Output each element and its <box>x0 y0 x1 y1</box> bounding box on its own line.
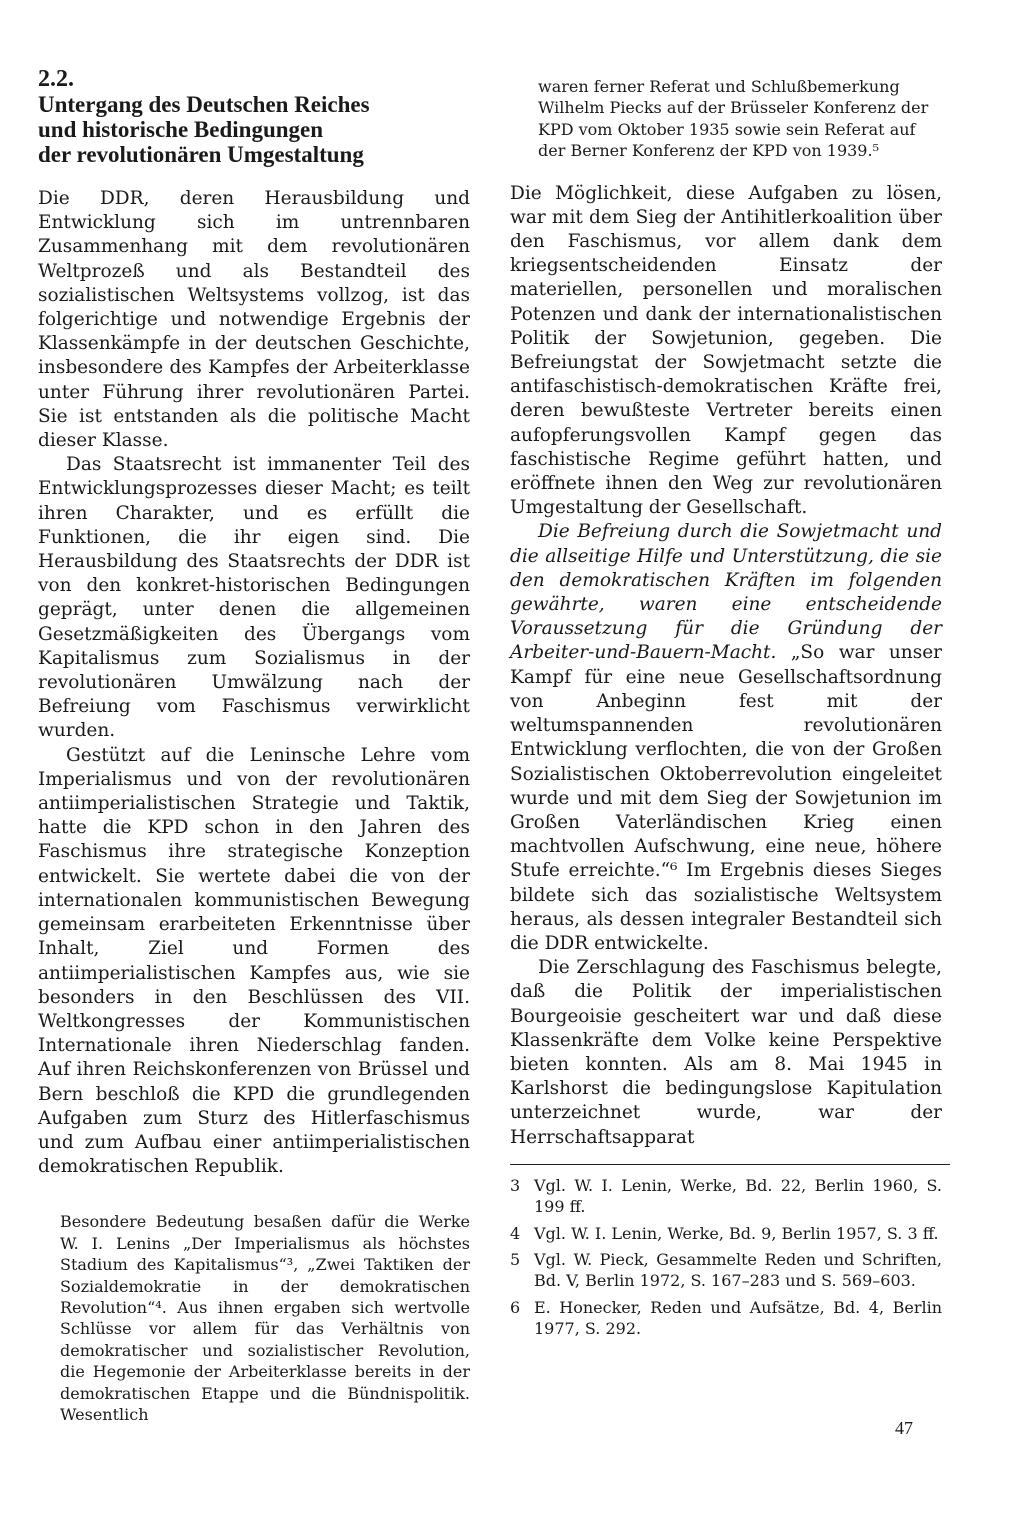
body-paragraph: Die Zerschlagung des Faschismus belegte, daß die Politik der imperialistischen Bourgeoisie gescheitert war und daß diese Klassenkräfte dem Volke keine Perspektive bieten konnten. Als am 8. Mai 1945 in Karlshorst die bedingungslose Kapitulation unterzeichnet wurde, war der Herrschaftsapparat <box>510 957 942 1148</box>
footnote-text: Vgl. W. I. Lenin, Werke, Bd. 9, Berlin 1957, S. 3 ff. <box>534 1223 939 1243</box>
body-paragraph: Gestützt auf die Leninsche Lehre vom Imperialismus und von der revolutionären antiimperialistischen Strategie und Taktik, hatte die KPD schon in den Jahren des Faschismus ihre strategische Konzeption entwickelt. Sie wertete dabei die von der internationalen kommunistischen Bewegung gemeinsam erarbeiteten Erkenntnisse über Inhalt, Ziel und Formen des antiimperialistischen Kampfes aus, wie sie besonders in den Beschlüssen des VII. Weltkongresses der Kommunistischen Internationale ihren Niederschlag fanden. Auf ihren Reichskonferenzen von Brüssel und Bern beschloß die KPD die grundlegenden Aufgaben zum Sturz des Hitlerfaschismus und zum Aufbau einer antiimperialistischen demokratischen Republik. <box>38 744 470 1178</box>
footnote-number: 6 <box>510 1297 521 1317</box>
body-paragraph: Das Staatsrecht ist immanenter Teil des Entwicklungsprozesses dieser Macht; es teilt ihren Charakter, und es erfüllt die Funktionen, die ihr eigen sind. Die Herausbildung des Staatsrechts der DDR ist von den konkret-historischen Bedingungen geprägt, unter denen die allgemeinen Gesetzmäßigkeiten des Übergangs vom Kapitalismus zum Sozialismus in der revolutionären Umwälzung nach der Befreiung vom Faschismus verwirklicht wurden. <box>38 454 470 742</box>
footnote-number: 4 <box>510 1223 521 1243</box>
left-column <box>38 66 470 1425</box>
body-paragraph <box>510 520 942 956</box>
footnote <box>510 1249 942 1292</box>
footnote-number: 3 <box>510 1175 521 1195</box>
section-title-line: der revolutionären Umgestaltung <box>38 142 364 167</box>
spacer <box>510 162 942 182</box>
body-paragraph: Die Möglichkeit, diese Aufgaben zu lösen, war mit dem Sieg der Antihitlerkoalition über den Faschismus, vor allem dank dem kriegsentscheidenden Einsatz der materiellen, personellen und moralischen Potenzen und dank der internationalistischen Politik der Sowjetunion, gegeben. Die Befreiungstat der Sowjetmacht setzte die antifaschistisch-demokratischen Kräfte frei, deren bewußteste Vertreter bereits einen aufopferungsvollen Kampf gegen das faschistische Regime geführt hatten, und eröffnete ihnen den Weg zur revolutionären Umgestaltung der Gesellschaft. <box>510 182 942 519</box>
footnote-text: Vgl. W. I. Lenin, Werke, Bd. 22, Berlin 1960, S. 199 ff. <box>534 1175 942 1217</box>
footnote-text: Vgl. W. Pieck, Gesammelte Reden und Schriften, Bd. V, Berlin 1972, S. 167–283 und S. 569–603. <box>534 1249 942 1291</box>
quote-text: waren ferner Referat und Schlußbemerkung Wilhelm Piecks auf der Brüsseler Konferenz der KPD vom Oktober 1935 sowie sein Referat auf der Berner Konferenz der KPD von 1939.⁵ <box>538 77 929 161</box>
page-number: 47 <box>895 1418 913 1438</box>
block-quote <box>60 1211 470 1425</box>
section-title <box>38 92 470 167</box>
footnote <box>510 1223 942 1244</box>
footnote <box>510 1175 942 1218</box>
footnote-text: E. Honecker, Reden und Aufsätze, Bd. 4, Berlin 1977, S. 292. <box>534 1297 942 1339</box>
block-quote-continued <box>538 76 942 162</box>
emphasis-text: Die Befreiung durch die Sowjetmacht und die allseitige Hilfe und Unterstützung, die sie den demokratischen Kräften im folgenden gewährte, waren eine entscheidende Voraussetzung für die Gründung der Arbeiter-und-Bauern-Macht. <box>510 521 942 664</box>
section-number: 2.2. <box>38 66 74 92</box>
section-title-line: und historische Bedingungen <box>38 117 324 142</box>
footnote-number: 5 <box>510 1249 521 1269</box>
paragraph-text: „So war unser Kampf für eine neue Gesellschaftsordnung von Anbeginn fest mit der weltumspannenden revolutionären Entwicklung verflochten, die von der Großen Sozialistischen Oktoberrevolution eingeleitet wurde und mit dem Sieg der Sowjetunion im Großen Vaterländischen Krieg einen machtvollen Aufschwung, eine neue, höhere Stufe erreichte.“⁶ Im Ergebnis dieses Sieges bildete sich das sozialistische Weltsystem heraus, als dessen integraler Bestandteil sich die DDR entwickelte. <box>510 642 942 954</box>
body-paragraph: Die DDR, deren Herausbildung und Entwicklung sich im untrennbaren Zusammenhang mit dem revolutionären Weltprozeß und als Bestandteil des sozialistischen Weltsystems vollzog, ist das folgerichtige und notwendige Ergebnis der Klassenkämpfe in der deutschen Geschichte, insbesondere des Kampfes der Arbeiterklasse unter Führung ihrer revolutionären Partei. Sie ist entstanden als die politische Macht dieser Klasse. <box>38 188 470 452</box>
section-title-line: Untergang des Deutschen Reiches <box>38 92 370 117</box>
quote-text: Besondere Bedeutung besaßen dafür die Werke W. I. Lenins „Der Imperialismus als höchstes Stadium des Kapitalismus“³, „Zwei Taktiken der Sozialdemokratie in der demokratischen Revolution“⁴. Aus ihnen ergaben sich wertvolle Schlüsse vor allem für das Verhältnis von demokratischer und sozialistischer Revolution, die Hegemonie der Arbeiterklasse bereits in der demokratischen Etappe und die Bündnispolitik. Wesentlich <box>60 1212 470 1424</box>
footnote <box>510 1297 942 1340</box>
right-column <box>510 76 942 1345</box>
footnote-divider <box>510 1164 950 1165</box>
